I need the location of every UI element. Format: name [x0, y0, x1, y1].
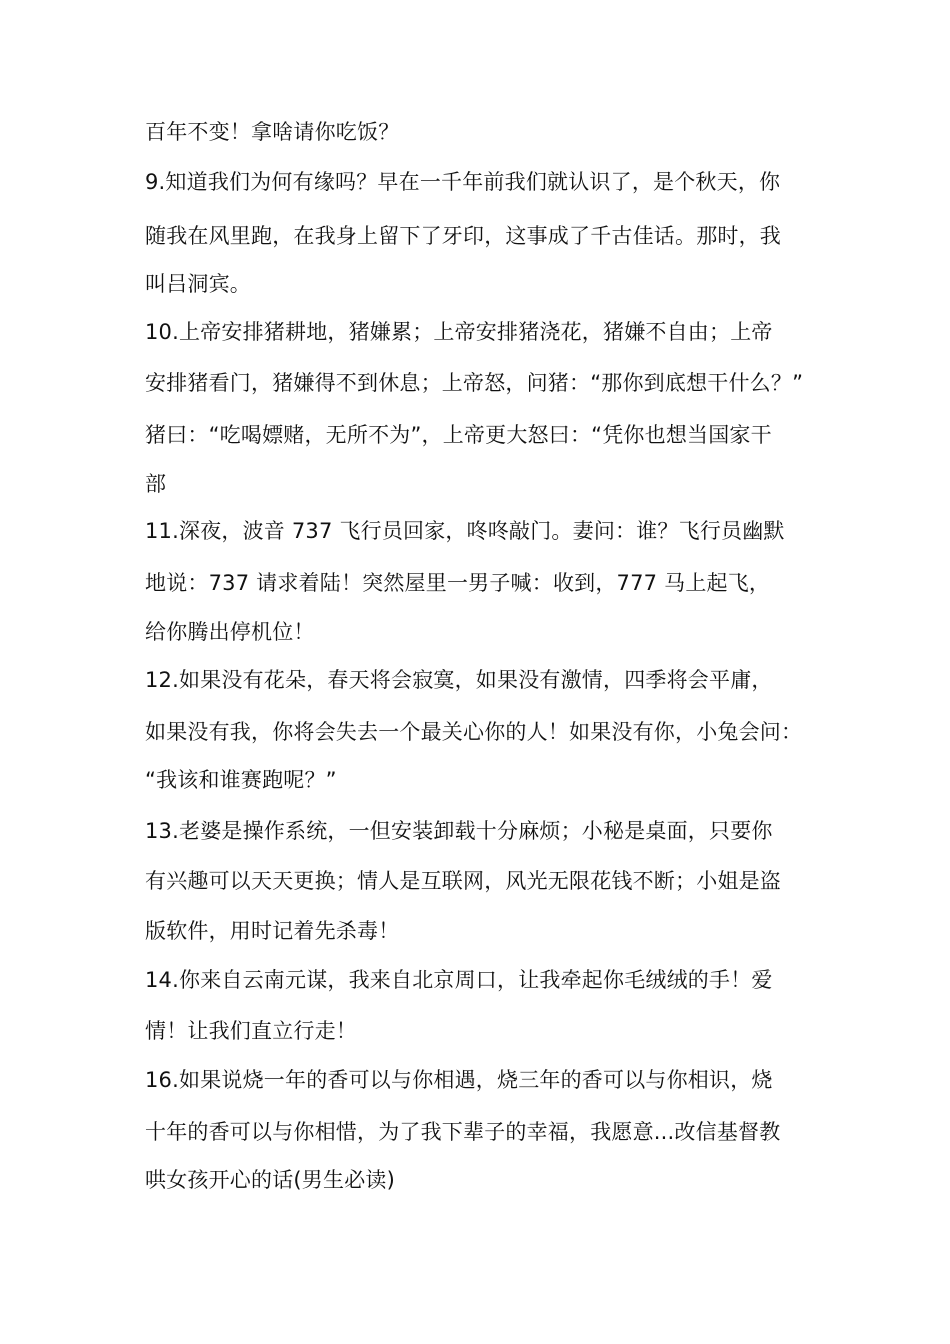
text-line: 16.如果说烧一年的香可以与你相遇，烧三年的香可以与你相识，烧	[145, 1068, 773, 1092]
text-line: 情！让我们直立行走！	[145, 1019, 357, 1043]
text-line: 14.你来自云南元谋，我来自北京周口，让我牵起你毛绒绒的手！爱	[145, 968, 773, 992]
text-line: 地说：737 请求着陆！突然屋里一男子喊：收到，777 马上起飞，	[145, 571, 771, 595]
text-line: 11.深夜，波音 737 飞行员回家，咚咚敲门。妻问：谁？飞行员幽默	[145, 519, 785, 543]
text-line: 9.知道我们为何有缘吗？早在一千年前我们就认识了，是个秋天，你	[145, 170, 781, 194]
text-line: 部	[145, 472, 167, 496]
text-line: “我该和谁赛跑呢？”	[145, 768, 337, 792]
text-line: 版软件，用时记着先杀毒！	[145, 919, 400, 943]
text-line: 随我在风里跑，在我身上留下了牙印，这事成了千古佳话。那时，我	[145, 224, 781, 248]
text-line: 哄女孩开心的话(男生必读)	[145, 1168, 395, 1192]
text-line: 叫吕洞宾。	[145, 272, 251, 296]
text-line: 有兴趣可以天天更换；情人是互联网，风光无限花钱不断；小姐是盗	[145, 869, 781, 893]
text-line: 13.老婆是操作系统，一但安装卸载十分麻烦；小秘是桌面，只要你	[145, 819, 773, 843]
text-line: 十年的香可以与你相惜，为了我下辈子的幸福，我愿意...改信基督教	[145, 1120, 781, 1144]
text-line: 如果没有我，你将会失去一个最关心你的人！如果没有你，小兔会问：	[145, 720, 803, 744]
text-line: 给你腾出停机位！	[145, 620, 315, 644]
text-line: 百年不变！拿啥请你吃饭？	[145, 120, 400, 144]
text-line: 安排猪看门，猪嫌得不到休息；上帝怒，问猪：“那你到底想干什么？”	[145, 371, 804, 395]
text-line: 12.如果没有花朵，春天将会寂寞，如果没有激情，四季将会平庸，	[145, 668, 773, 692]
text-line: 猪曰：“吃喝嫖赌，无所不为”，上帝更大怒曰：“凭你也想当国家干	[145, 423, 772, 447]
text-line: 10.上帝安排猪耕地，猪嫌累；上帝安排猪浇花，猪嫌不自由；上帝	[145, 320, 773, 344]
